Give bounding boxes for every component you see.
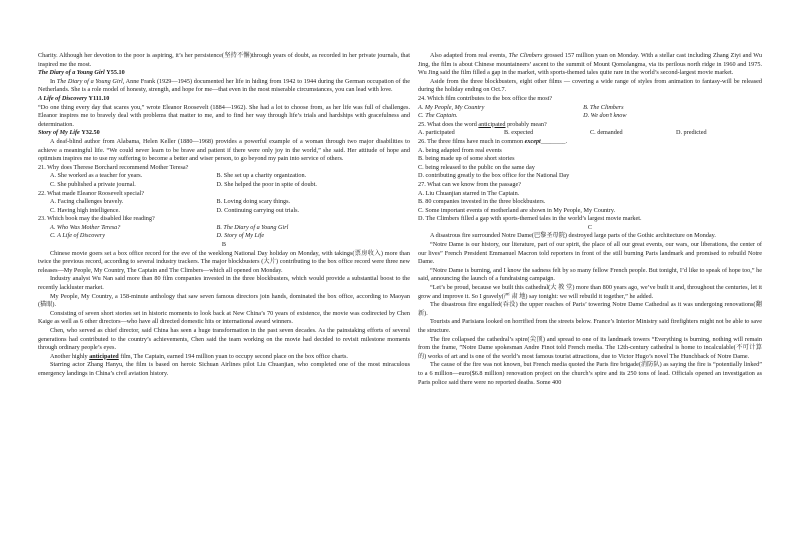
q25-options: A. participated B. expected C. demanded D. predicted <box>418 129 707 137</box>
intro-paragraph: Charity. Although her devotion to the poor is aspiring, it’s her persistence(坚持不懈)through years of doubt, as recorded in her private journals, that inspired me the most. <box>38 52 410 68</box>
passage-b-paragraph-4: Consisting of seven short stories set in historic moments to look back at New China’s 70 years of existence, the movie was codirected by Chen Kaige as well as 6 other directors—who have all directed domestic hits or international award winners. <box>38 309 410 326</box>
section-c-heading: C <box>587 223 593 231</box>
question-24: 24. Which film contributes to the box office the most? <box>418 94 553 102</box>
question-21: 21. Why does Therese Borchard recommend Mother Teresa? <box>38 163 189 171</box>
passage-c-paragraph-1: A disastrous fire surrounded Notre Dame(巴黎圣母院) destroyed large parts of the Gothic architecture on Monday. <box>430 232 716 240</box>
underlined-word-anticipated: anticipated <box>89 352 119 360</box>
q27-option-a: A. Liu Chuanjian starred in The Captain. <box>418 189 520 197</box>
book-description-diary: In The Diary of a Young Girl, Anne Frank (1929—1945) documented her life in hiding from 1942 to 1944 during the German occupation of the Netherlands. She is a role model of honesty, strength, and hope for me—that even in the most miserable circumstances, you can lead with love. <box>38 77 411 94</box>
q27-option-d: D. The Climbers filled a gap with sports-themed tales in the world’s largest movie market. <box>418 215 642 223</box>
passage-c-paragraph-7: The fire collapsed the cathedral’s spire(尖顶) and spread to one of its landmark towers “Everything is burning, nothing will remain from the frame, ”Notre Dame spokesman Andre Finot told French media. The 12th-century cathedral is home to incalculable(不可计算的) works of art and is one of the world’s most famous tourist attractions, due to Victor Hugo’s novel The Hunchback of Notre Dame. <box>418 335 762 360</box>
passage-c-paragraph-6: Tourists and Parisians looked on horrified from the streets below. France’s Interior Ministry said firefighters might not be able to save the structure. <box>418 318 762 334</box>
left-column <box>38 52 410 379</box>
question-25: 25. What does the word anticipated probably mean? <box>418 120 547 128</box>
passage-c-paragraph-4: “Let’s be proud, because we built this cathedral(大 教 堂) more than 800 years ago, we’ve built it and, throughout the centuries, let it grow and improve it. So I gravely(严 肃 地) say tonight: we will rebuild it together,” he added. <box>418 284 762 300</box>
q21-options-row1: A. She worked as a teacher for years. B. She set up a charity organization. <box>50 172 307 180</box>
passage-b-paragraph-2: Industry analyst Wu Nan said more than 80 film companies invested in the three blockbusters, which would provide a substantial boost to the recently lackluster market. <box>38 275 410 292</box>
q23-options-row2: C. A Life of Discovery D. Story of My Life <box>50 232 265 240</box>
book-heading-diary: The Diary of a Young Girl Y55.10 <box>38 69 125 77</box>
passage-b-paragraph-6: Another highly anticipated film, The Captain, earned 194 million yuan to occupy second place on the box office charts. <box>50 352 348 360</box>
book-heading-discovery: A Life of Discovery Y111.10 <box>38 94 110 102</box>
q27-option-c: C. Some important events of motherland are shown in My People, My Country. <box>418 206 616 214</box>
passage-b-paragraph-7: Starring actor Zhang Hanyu, the film is based on heroic Sichuan Airlines pilot Liu Chuanjian, who completed one of the most miraculous emergency landings in China’s civil aviation history. <box>38 361 410 377</box>
q22-options-row2: C. Having high intelligence. D. Continuing carrying out trials. <box>50 206 300 214</box>
q26-option-d: D. contributing greatly to the box office for the National Day <box>418 172 570 180</box>
passage-b-paragraph-9: Aside from the three blockbusters, eight other films — covering a wide range of styles from animation to fantasy-will be released during the holiday ending on Oct.7. <box>418 77 762 94</box>
passage-b-paragraph-3: My People, My Country, a 158-minute anthology that saw seven famous directors join hands, dominated the box office, according to Maoyan (猫眼). <box>38 292 410 309</box>
passage-c-paragraph-3: “Notre Dame is burning, and I know the sadness felt by so many fellow French people. But tonight, I’d like to speak of hope too,” he said, announcing the launch of a fundraising campaign. <box>418 266 762 283</box>
book-description-discovery: “Do one thing every day that scares you,” wrote Eleanor Roosevelt (1884—1962). She had a lot to choose from, as her life was full of challenges. Eleanor inspires me to bravely deal with problems that matter to me, and to find her way through life’s trials and hardships with gracefulness and determination. <box>38 103 410 128</box>
book-heading-story: Story of My Life Y32.50 <box>38 129 100 137</box>
q24-options-row1: A. My People, My Country B. The Climbers <box>418 103 624 111</box>
passage-b-paragraph-8: Also adapted from real events, The Climbers grossed 157 million yuan on Monday. With a stellar cast including Zhang Ziyi and Wu Jing, the film is about Chinese mountaineers’ ascent to the summit of Mount Qomolangma, via its perilous north ridge in 1960 and 1975. Wu Jing said the film filled a gap in the market, with sports-themed tales quite rare in the world’s second-largest movie market. <box>418 52 762 77</box>
q26-option-c: C. being released to the public on the same day <box>418 163 535 171</box>
passage-c-paragraph-8: The cause of the fire was not known, but French media quoted the Paris fire brigade(消防队) as saying the fire is “potentially linked” to a 6 million—euro($6.8 million) renovation project on the church’s spire and its 250 tons of lead. Officials opened an investigation as Paris police said there were no reported deaths. Some 400 <box>418 361 762 386</box>
question-23: 23. Which book may the disabled like reading? <box>38 215 155 223</box>
passage-b-paragraph-5: Chen, who served as chief director, said China has seen a huge transformation in the past seven decades. As the painstaking efforts of several generations had contributed to the country’s achievements, Chen said the team working on the movie had decided to revisit milestone moments through ordinary people’s eyes. <box>38 327 410 352</box>
right-column <box>418 52 762 387</box>
section-b-heading: B <box>221 241 227 249</box>
passage-b-paragraph-1: Chinese movie goers set a box office record for the eve of the weeklong National Day holiday on Monday, with takings(票房收入) more than twice the previous record, according to several industry trackers. The major blockbusters (大片) contributing to the box office record were three new releases—My People, My Country, The Captain and The Climbers—which all opened on Monday. <box>38 249 410 274</box>
q21-options-row2: C. She published a private journal. D. She helped the poor in spite of doubt. <box>50 180 317 188</box>
q26-option-b: B. being made up of some short stories <box>418 155 515 163</box>
book-description-story: A deaf-blind author from Alabama, Helen Keller (1880—1968) provides a powerful example of a woman through two major disabilities to achieve a meaningful life. “We could never learn to be brave and patient if there were only joy in the world,” she said. Her attitude of hope and optimism inspires me to use my suffering to become a better and wiser person, to go beyond my pain into service of others. <box>38 137 410 163</box>
question-22: 22. What made Eleanor Roosevelt special? <box>38 189 145 197</box>
q27-option-b: B. 80 companies invested in the three blockbusters. <box>418 198 546 206</box>
passage-c-paragraph-5: The disastrous fire engulfed(吞没) the upper reaches of Paris’ towering Notre Dame Cathedral as it was undergoing renovations(翻新). <box>418 301 762 317</box>
passage-c-paragraph-2: “Notre Dame is our history, our literature, part of our spirit, the place of all our great events, our wars, our liberations, the center of our lives” French President Emmanuel Macron told reporters in front of the still burning Paris landmark and promised to rebuild Notre Dame. <box>418 241 762 266</box>
q23-options-row1: A. Who Was Mother Teresa? B. The Diary of a Young Girl <box>50 223 289 231</box>
q22-options-row1: A. Facing challenges bravely. B. Loving doing scary things. <box>50 198 291 206</box>
question-27: 27. What can we know from the passage? <box>418 180 521 188</box>
q24-options-row2: C. The Captain. D. We don’t know <box>418 112 627 120</box>
q26-option-a: A. being adapted from real events <box>418 146 502 154</box>
question-26: 26. The three films have much in common except________. <box>418 137 568 145</box>
